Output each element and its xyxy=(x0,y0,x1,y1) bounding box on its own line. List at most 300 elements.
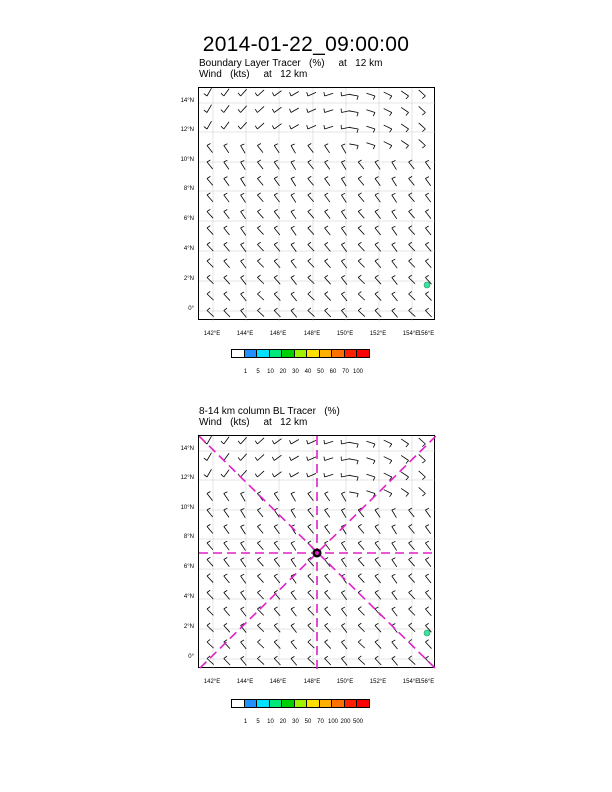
wind-barb xyxy=(274,259,280,268)
wind-barb xyxy=(207,574,213,583)
wind-barb xyxy=(325,242,331,251)
colorbar-swatch xyxy=(294,699,308,708)
wind-barb xyxy=(341,92,350,96)
wind-barb xyxy=(238,89,247,96)
wind-barb xyxy=(308,176,314,185)
wind-barb xyxy=(401,124,408,132)
wind-barb xyxy=(425,160,430,169)
colorbar-swatch xyxy=(356,349,370,358)
lat-tick-label: 6°N xyxy=(183,564,194,570)
wind-barb xyxy=(409,176,415,185)
wind-barb xyxy=(308,639,315,648)
wind-barb xyxy=(341,226,346,235)
wind-barb xyxy=(409,226,415,235)
wind-barb xyxy=(375,558,381,567)
wind-barb xyxy=(341,440,350,444)
wind-barb xyxy=(274,640,280,649)
colorbar-label: 500 xyxy=(352,719,363,725)
wind-barb xyxy=(325,508,330,517)
lat-tick-label: 12°N xyxy=(180,475,194,481)
wind-barb xyxy=(207,242,213,251)
wind-barb xyxy=(325,308,331,317)
lat-tick-label: 8°N xyxy=(183,534,194,540)
wind-barb xyxy=(358,209,364,218)
wind-barb xyxy=(325,160,330,169)
colorbar-label: 20 xyxy=(279,369,287,375)
wind-barb xyxy=(325,275,331,284)
panel2-colorbar xyxy=(232,699,370,708)
lon-tick-label: 142°E xyxy=(203,331,221,337)
wind-barb xyxy=(358,541,364,550)
wind-barb xyxy=(255,90,264,96)
wind-barb xyxy=(358,226,364,235)
wind-barb xyxy=(392,574,397,583)
lon-tick-label: 144°E xyxy=(236,679,254,685)
wind-barb xyxy=(308,623,314,632)
wind-barb xyxy=(324,440,333,444)
panel2-subtitle-line2: Wind (kts) at 12 km xyxy=(199,417,308,428)
wind-barb xyxy=(291,276,297,285)
wind-barb xyxy=(291,541,296,550)
wind-barb xyxy=(341,292,347,301)
lon-tick-label: 150°E xyxy=(336,679,354,685)
wind-barb xyxy=(224,623,230,632)
wind-barb xyxy=(392,607,397,616)
wind-barb xyxy=(257,541,263,550)
wind-barb xyxy=(325,177,330,186)
wind-barb xyxy=(366,126,375,132)
wind-barb xyxy=(204,469,212,477)
wind-barb xyxy=(341,308,347,317)
wind-barb xyxy=(224,259,230,268)
wind-barb xyxy=(325,492,330,501)
colorbar-swatch xyxy=(244,349,258,358)
wind-barb xyxy=(358,291,365,300)
wind-barb xyxy=(204,88,212,96)
wind-barb xyxy=(291,558,296,567)
wind-barb xyxy=(341,210,346,219)
wind-barb xyxy=(325,259,331,268)
wind-barb xyxy=(241,259,246,268)
wind-barb xyxy=(224,508,229,517)
wind-barb xyxy=(257,524,263,533)
wind-barb xyxy=(358,623,364,632)
wind-barb xyxy=(241,525,246,534)
wind-barb xyxy=(257,623,263,632)
wind-barb xyxy=(366,458,375,464)
wind-barb xyxy=(425,259,431,268)
wind-barb xyxy=(291,607,296,616)
wind-barb xyxy=(308,607,314,616)
wind-barb xyxy=(274,607,280,616)
wind-barb xyxy=(308,508,314,517)
wind-barb xyxy=(425,210,431,219)
colorbar-swatch xyxy=(244,699,258,708)
wind-barb xyxy=(308,275,314,284)
wind-barb xyxy=(325,574,331,583)
wind-barb xyxy=(291,226,296,235)
wind-barb xyxy=(207,590,213,599)
colorbar-label: 60 xyxy=(329,369,337,375)
colorbar-swatch xyxy=(269,349,283,358)
wind-barb xyxy=(425,558,431,567)
wind-barb xyxy=(257,144,263,153)
colorbar-swatch xyxy=(269,699,283,708)
wind-barb xyxy=(392,276,398,285)
wind-barb xyxy=(241,640,247,649)
wind-barb xyxy=(409,193,415,202)
wind-barb xyxy=(204,105,212,113)
wind-barb xyxy=(392,193,397,202)
wind-barb xyxy=(257,590,263,599)
tracer-patch xyxy=(424,630,430,636)
wind-barb xyxy=(375,623,381,632)
wind-barb xyxy=(358,656,365,665)
wind-barb xyxy=(224,193,229,202)
wind-barb xyxy=(358,574,364,583)
wind-barb xyxy=(221,437,229,444)
panel2-subtitle-line1: 8-14 km column BL Tracer (%) xyxy=(199,406,340,417)
wind-barb xyxy=(366,143,375,149)
wind-barb xyxy=(290,108,299,113)
wind-barb xyxy=(358,308,365,317)
wind-barb xyxy=(272,472,281,477)
wind-barb xyxy=(241,177,246,186)
colorbar-swatch xyxy=(306,699,320,708)
wind-barb xyxy=(307,457,316,461)
wind-barb xyxy=(341,457,350,461)
wind-barb xyxy=(307,440,316,444)
colorbar-label: 1 xyxy=(243,719,248,725)
wind-barb xyxy=(291,308,297,317)
colorbar-swatch xyxy=(256,349,270,358)
colorbar-swatch xyxy=(331,349,345,358)
wind-barb xyxy=(257,242,263,251)
wind-barb xyxy=(274,623,280,632)
wind-barb xyxy=(425,607,431,616)
wind-barb xyxy=(291,243,296,252)
wind-barb xyxy=(241,243,246,252)
wind-barb xyxy=(375,193,380,202)
wind-barb xyxy=(257,209,263,218)
lat-tick-label: 4°N xyxy=(183,246,194,252)
valid-time-title: 2014-01-22_09:00:00 xyxy=(202,33,410,56)
colorbar-swatch xyxy=(331,699,345,708)
lon-tick-label: 142°E xyxy=(203,679,221,685)
wind-barb xyxy=(272,107,281,112)
wind-barb xyxy=(375,308,381,317)
wind-barb xyxy=(325,226,331,235)
lon-tick-label: 152°E xyxy=(369,331,387,337)
wind-barb xyxy=(325,210,331,219)
colorbar-label: 5 xyxy=(256,369,260,375)
lon-tick-label: 150°E xyxy=(336,331,354,337)
wind-barb xyxy=(207,259,213,268)
wind-barb xyxy=(375,242,381,251)
wind-barb xyxy=(392,226,397,235)
wind-barb xyxy=(207,144,213,153)
wind-barb xyxy=(224,144,229,153)
wind-barb xyxy=(207,607,213,616)
wind-barb xyxy=(274,656,280,665)
wind-barb xyxy=(409,607,415,616)
wind-barb xyxy=(409,209,415,218)
wind-barb xyxy=(358,176,364,185)
lat-tick-label: 14°N xyxy=(180,98,194,104)
colorbar-label: 20 xyxy=(279,719,287,725)
wind-barb xyxy=(419,123,426,132)
wind-barb xyxy=(207,524,213,533)
wind-barb xyxy=(207,541,213,550)
wind-barb xyxy=(384,142,392,149)
wind-barb xyxy=(419,106,426,115)
colorbar-swatch xyxy=(281,699,295,708)
wind-barb xyxy=(291,640,297,649)
wind-barb xyxy=(341,492,346,501)
colorbar-label: 100 xyxy=(327,719,338,725)
wind-barb xyxy=(257,259,263,268)
colorbar-swatch xyxy=(319,349,333,358)
wind-barb xyxy=(224,242,230,251)
wind-barb xyxy=(257,308,264,317)
wind-barb xyxy=(290,456,299,461)
wind-barb xyxy=(425,308,431,317)
wind-barb xyxy=(349,459,358,464)
wind-barb xyxy=(241,492,246,501)
wind-barb xyxy=(419,454,426,463)
wind-barb xyxy=(375,640,381,649)
wind-barb xyxy=(425,574,431,583)
lon-tick-label: 156°E xyxy=(417,679,435,685)
wind-barb xyxy=(308,656,315,665)
wind-barb xyxy=(341,473,350,477)
wind-barb xyxy=(392,292,398,301)
wind-barb xyxy=(207,492,213,501)
wind-barb xyxy=(401,439,408,447)
wind-barb xyxy=(409,508,415,517)
lon-tick-label: 154°E xyxy=(402,679,420,685)
wind-barb xyxy=(384,457,392,464)
tracer-patch xyxy=(424,282,430,288)
wind-barb xyxy=(291,177,296,186)
wind-barb xyxy=(375,160,380,169)
wind-barb xyxy=(349,111,358,116)
colorbar-label: 100 xyxy=(352,369,363,375)
wind-barb xyxy=(272,439,281,444)
wind-barb xyxy=(341,541,346,550)
lat-tick-label: 12°N xyxy=(180,127,194,133)
wind-barb xyxy=(241,656,247,665)
wind-barb xyxy=(358,259,364,268)
wind-barb xyxy=(241,308,247,317)
lon-tick-label: 146°E xyxy=(269,331,287,337)
lat-tick-label: 10°N xyxy=(180,505,194,511)
wind-barb xyxy=(325,607,331,616)
wind-barb xyxy=(291,591,296,600)
lon-tick-label: 154°E xyxy=(402,331,420,337)
wind-barb xyxy=(291,193,296,202)
wind-barb xyxy=(341,656,347,665)
wind-barb xyxy=(419,139,426,148)
panel1-subtitle-line2: Wind (kts) at 12 km xyxy=(199,69,308,80)
wind-barb xyxy=(341,558,346,567)
wind-barb xyxy=(207,623,213,632)
wind-barb xyxy=(341,125,350,129)
colorbar-swatch xyxy=(231,349,245,358)
wind-barb xyxy=(366,110,375,116)
wind-barb xyxy=(241,292,247,301)
wind-barb xyxy=(224,558,230,567)
wind-barb xyxy=(274,177,279,186)
wind-barb xyxy=(274,160,279,169)
colorbar-label: 5 xyxy=(256,719,260,725)
wind-barb xyxy=(241,574,246,583)
wind-barb xyxy=(257,291,264,300)
wind-barb xyxy=(409,524,415,533)
wind-barb xyxy=(425,292,431,301)
wind-barb xyxy=(207,209,213,218)
colorbar-swatch xyxy=(231,699,245,708)
wind-barb xyxy=(425,226,431,235)
wind-barb xyxy=(325,623,331,632)
wind-barb xyxy=(392,243,397,252)
wind-barb xyxy=(324,92,333,96)
wind-barb xyxy=(409,574,415,583)
panel1-wind-map xyxy=(198,87,435,320)
wind-barb xyxy=(392,259,397,268)
wind-barb xyxy=(392,308,398,317)
wind-barb xyxy=(425,177,430,186)
wind-barb xyxy=(308,308,315,317)
lon-tick-label: 148°E xyxy=(303,331,321,337)
wind-barb xyxy=(375,656,381,665)
wind-barb xyxy=(392,525,397,534)
colorbar-label: 40 xyxy=(304,369,312,375)
wind-barb xyxy=(224,292,230,301)
wind-barb xyxy=(291,144,296,153)
wind-barb xyxy=(290,125,299,130)
lat-tick-label: 6°N xyxy=(183,216,194,222)
lat-tick-label: 2°N xyxy=(183,276,194,282)
wind-barb xyxy=(341,640,347,649)
wind-barb xyxy=(241,276,247,285)
wind-barb xyxy=(401,472,408,480)
wind-barb xyxy=(291,656,297,665)
wind-barb xyxy=(274,275,280,284)
colorbar-label: 70 xyxy=(342,369,349,375)
wind-barb xyxy=(425,242,431,251)
wind-barb xyxy=(358,524,364,533)
wind-barb xyxy=(358,557,364,566)
wind-barb xyxy=(255,123,264,129)
wind-barb xyxy=(257,508,263,517)
wind-barb xyxy=(224,210,230,219)
wind-barb xyxy=(274,492,279,501)
colorbar-swatch xyxy=(356,699,370,708)
wind-barb xyxy=(325,525,330,534)
wind-barb xyxy=(419,438,426,447)
wind-barb xyxy=(255,438,264,444)
wind-barb xyxy=(401,107,408,115)
wind-barb xyxy=(358,242,364,251)
wind-barb xyxy=(375,574,381,583)
colorbar-label: 10 xyxy=(267,369,274,375)
wind-barb xyxy=(241,144,246,153)
wind-barb xyxy=(409,541,415,550)
wind-barb xyxy=(425,541,430,550)
colorbar-swatch xyxy=(319,699,333,708)
colorbar-label: 50 xyxy=(304,719,312,725)
wind-barb xyxy=(241,541,246,550)
wind-barb xyxy=(207,226,213,235)
wind-barb xyxy=(291,292,297,301)
wind-barb xyxy=(241,607,246,616)
wind-barb xyxy=(392,541,397,550)
wind-barb xyxy=(224,656,230,665)
wind-barb xyxy=(325,656,331,665)
colorbar-label: 200 xyxy=(340,719,351,725)
wind-barb xyxy=(224,541,229,550)
wind-barb xyxy=(325,144,330,153)
wind-barb xyxy=(425,590,431,599)
wind-barb xyxy=(341,144,346,153)
wind-barb xyxy=(375,292,381,301)
wind-barb xyxy=(308,259,314,268)
wind-barb xyxy=(384,92,392,99)
colorbar-swatch xyxy=(344,349,358,358)
wind-barb xyxy=(241,558,246,567)
wind-barb xyxy=(375,525,380,534)
wind-barb xyxy=(204,121,212,129)
wind-barb xyxy=(257,656,264,665)
wind-barb xyxy=(224,275,230,284)
wind-barb xyxy=(401,455,408,463)
wind-barb xyxy=(375,275,381,284)
wind-barb xyxy=(409,259,415,268)
wind-barb xyxy=(324,109,333,113)
wind-barb xyxy=(241,226,246,235)
wind-barb xyxy=(207,176,213,185)
colorbar-swatch xyxy=(281,349,295,358)
wind-barb xyxy=(366,474,375,480)
wind-barb xyxy=(207,639,214,648)
wind-barb xyxy=(255,106,264,112)
wind-barb xyxy=(349,94,358,99)
wind-barb xyxy=(308,524,314,533)
wind-barb xyxy=(224,308,230,317)
wind-barb xyxy=(308,492,314,501)
wind-barb xyxy=(324,457,333,461)
wind-barb xyxy=(419,471,426,480)
wind-barb xyxy=(204,436,212,444)
wind-barb xyxy=(392,656,398,665)
wind-barb xyxy=(325,292,331,301)
wind-barb xyxy=(341,177,346,186)
wind-barb xyxy=(238,437,247,444)
wind-barb xyxy=(291,259,296,268)
wind-barb xyxy=(358,160,364,169)
wind-barb xyxy=(207,308,214,317)
lon-tick-label: 146°E xyxy=(269,679,287,685)
wind-barb xyxy=(419,90,426,99)
wind-barb xyxy=(375,541,380,550)
lon-tick-label: 148°E xyxy=(303,679,321,685)
wind-barb xyxy=(307,109,316,113)
wind-barb xyxy=(207,160,213,169)
wind-barb xyxy=(224,177,229,186)
wind-barb xyxy=(358,607,364,616)
wind-barb xyxy=(384,473,392,480)
